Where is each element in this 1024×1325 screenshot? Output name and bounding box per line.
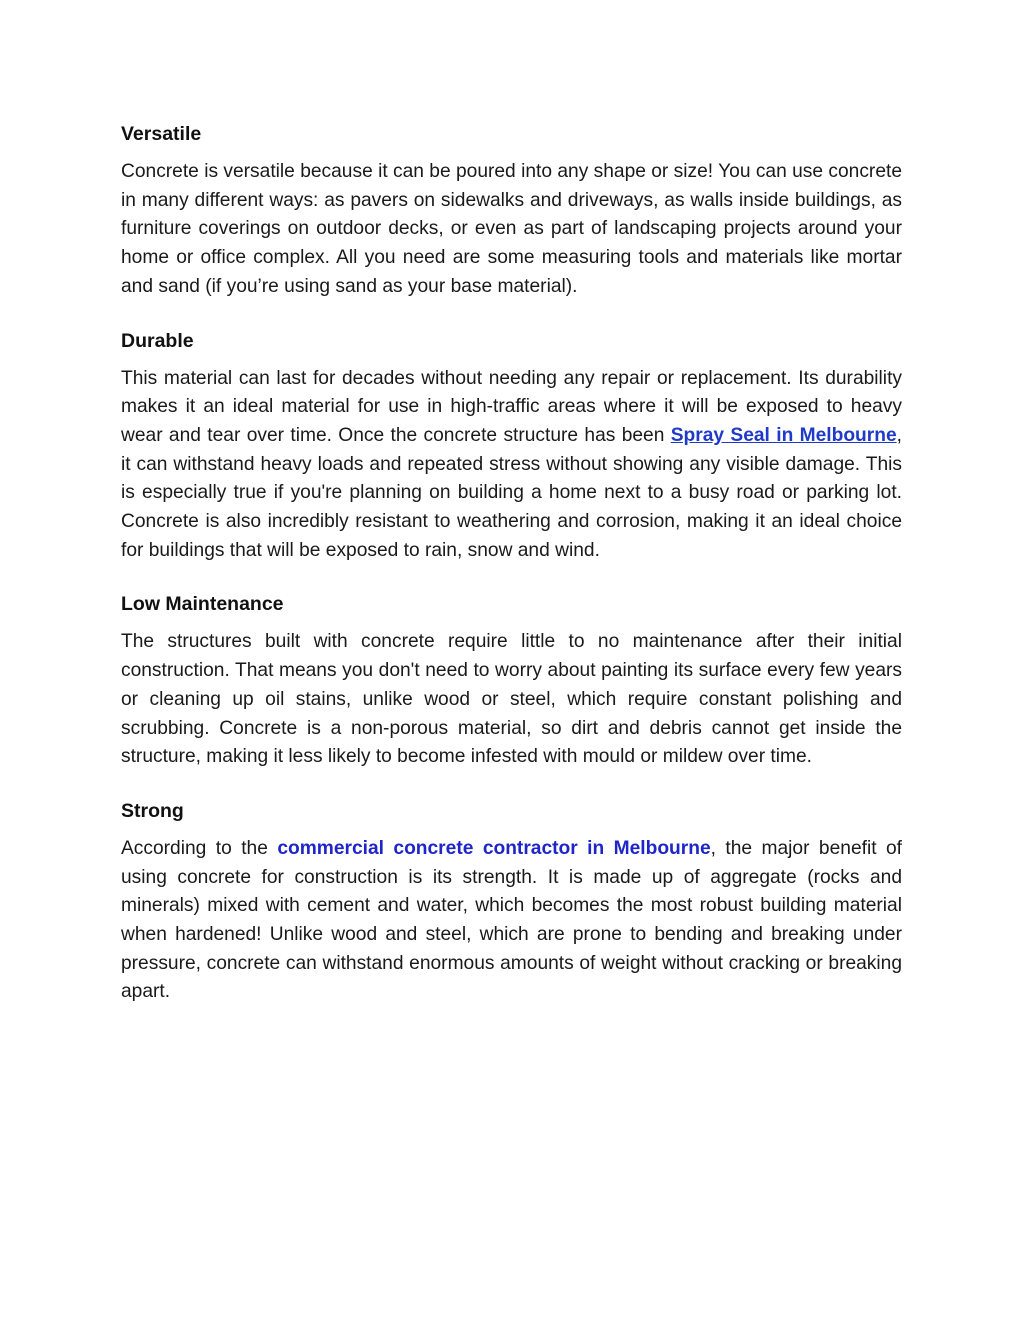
section-paragraph — [121, 835, 902, 1007]
section-low-maintenance — [121, 590, 902, 772]
paragraph-text-before-link: According to the — [121, 837, 278, 859]
paragraph-text-after-link: , it can withstand heavy loads and repeated stress without showing any visible damage. This is especially true if you're planning on building a home next to a busy road or parking lot. Concrete is also incredibly resistant to weathering and corrosion, making it an ideal choice for buildings that will be exposed to rain, snow and wind. — [121, 424, 902, 561]
section-heading: Durable — [121, 329, 194, 352]
paragraph-text-after-link: , the major benefit of using concrete for construction is its strength. It is made up of aggregate (rocks and minerals) mixed with cement and water, which becomes the most robust building material when hardened! Unlike wood and steel, which are prone to bending and breaking under pressure, concrete can withstand enormous amounts of weight without cracking or breaking apart. — [121, 837, 902, 1003]
section-paragraph: The structures built with concrete require little to no maintenance after their initial construction. That means you don't need to worry about painting its surface every few years or cleaning up oil stains, unlike wood or steel, which require constant polishing and scrubbing. Concrete is a non-porous material, so dirt and debris cannot get inside the structure, making it less likely to become infested with mould or mildew over time. — [121, 631, 902, 768]
section-strong — [121, 797, 902, 1007]
section-durable — [121, 327, 902, 566]
section-paragraph: Concrete is versatile because it can be poured into any shape or size! You can use concrete in many different ways: as pavers on sidewalks and driveways, as walls inside buildings, as furniture coverings on outdoor decks, or even as part of landscaping projects around your home or office complex. All you need are some measuring tools and materials like mortar and sand (if you’re using sand as your base material). — [121, 161, 902, 297]
spray-seal-link[interactable]: Spray Seal in Melbourne — [670, 424, 897, 446]
paragraph-text-before-link: This material can last for decades without needing any repair or replacement. Its durability makes it an ideal material for use in high-traffic areas where it will be exposed to heavy wear and tear over time. Once the concrete structure has been — [121, 367, 902, 446]
document-page — [121, 120, 902, 1032]
section-heading: Strong — [121, 799, 184, 822]
section-heading: Low Maintenance — [121, 593, 284, 616]
commercial-contractor-link[interactable]: commercial concrete contractor in Melbourne — [277, 837, 711, 859]
section-heading: Versatile — [121, 123, 202, 145]
section-versatile — [121, 120, 902, 302]
section-paragraph — [121, 365, 902, 566]
